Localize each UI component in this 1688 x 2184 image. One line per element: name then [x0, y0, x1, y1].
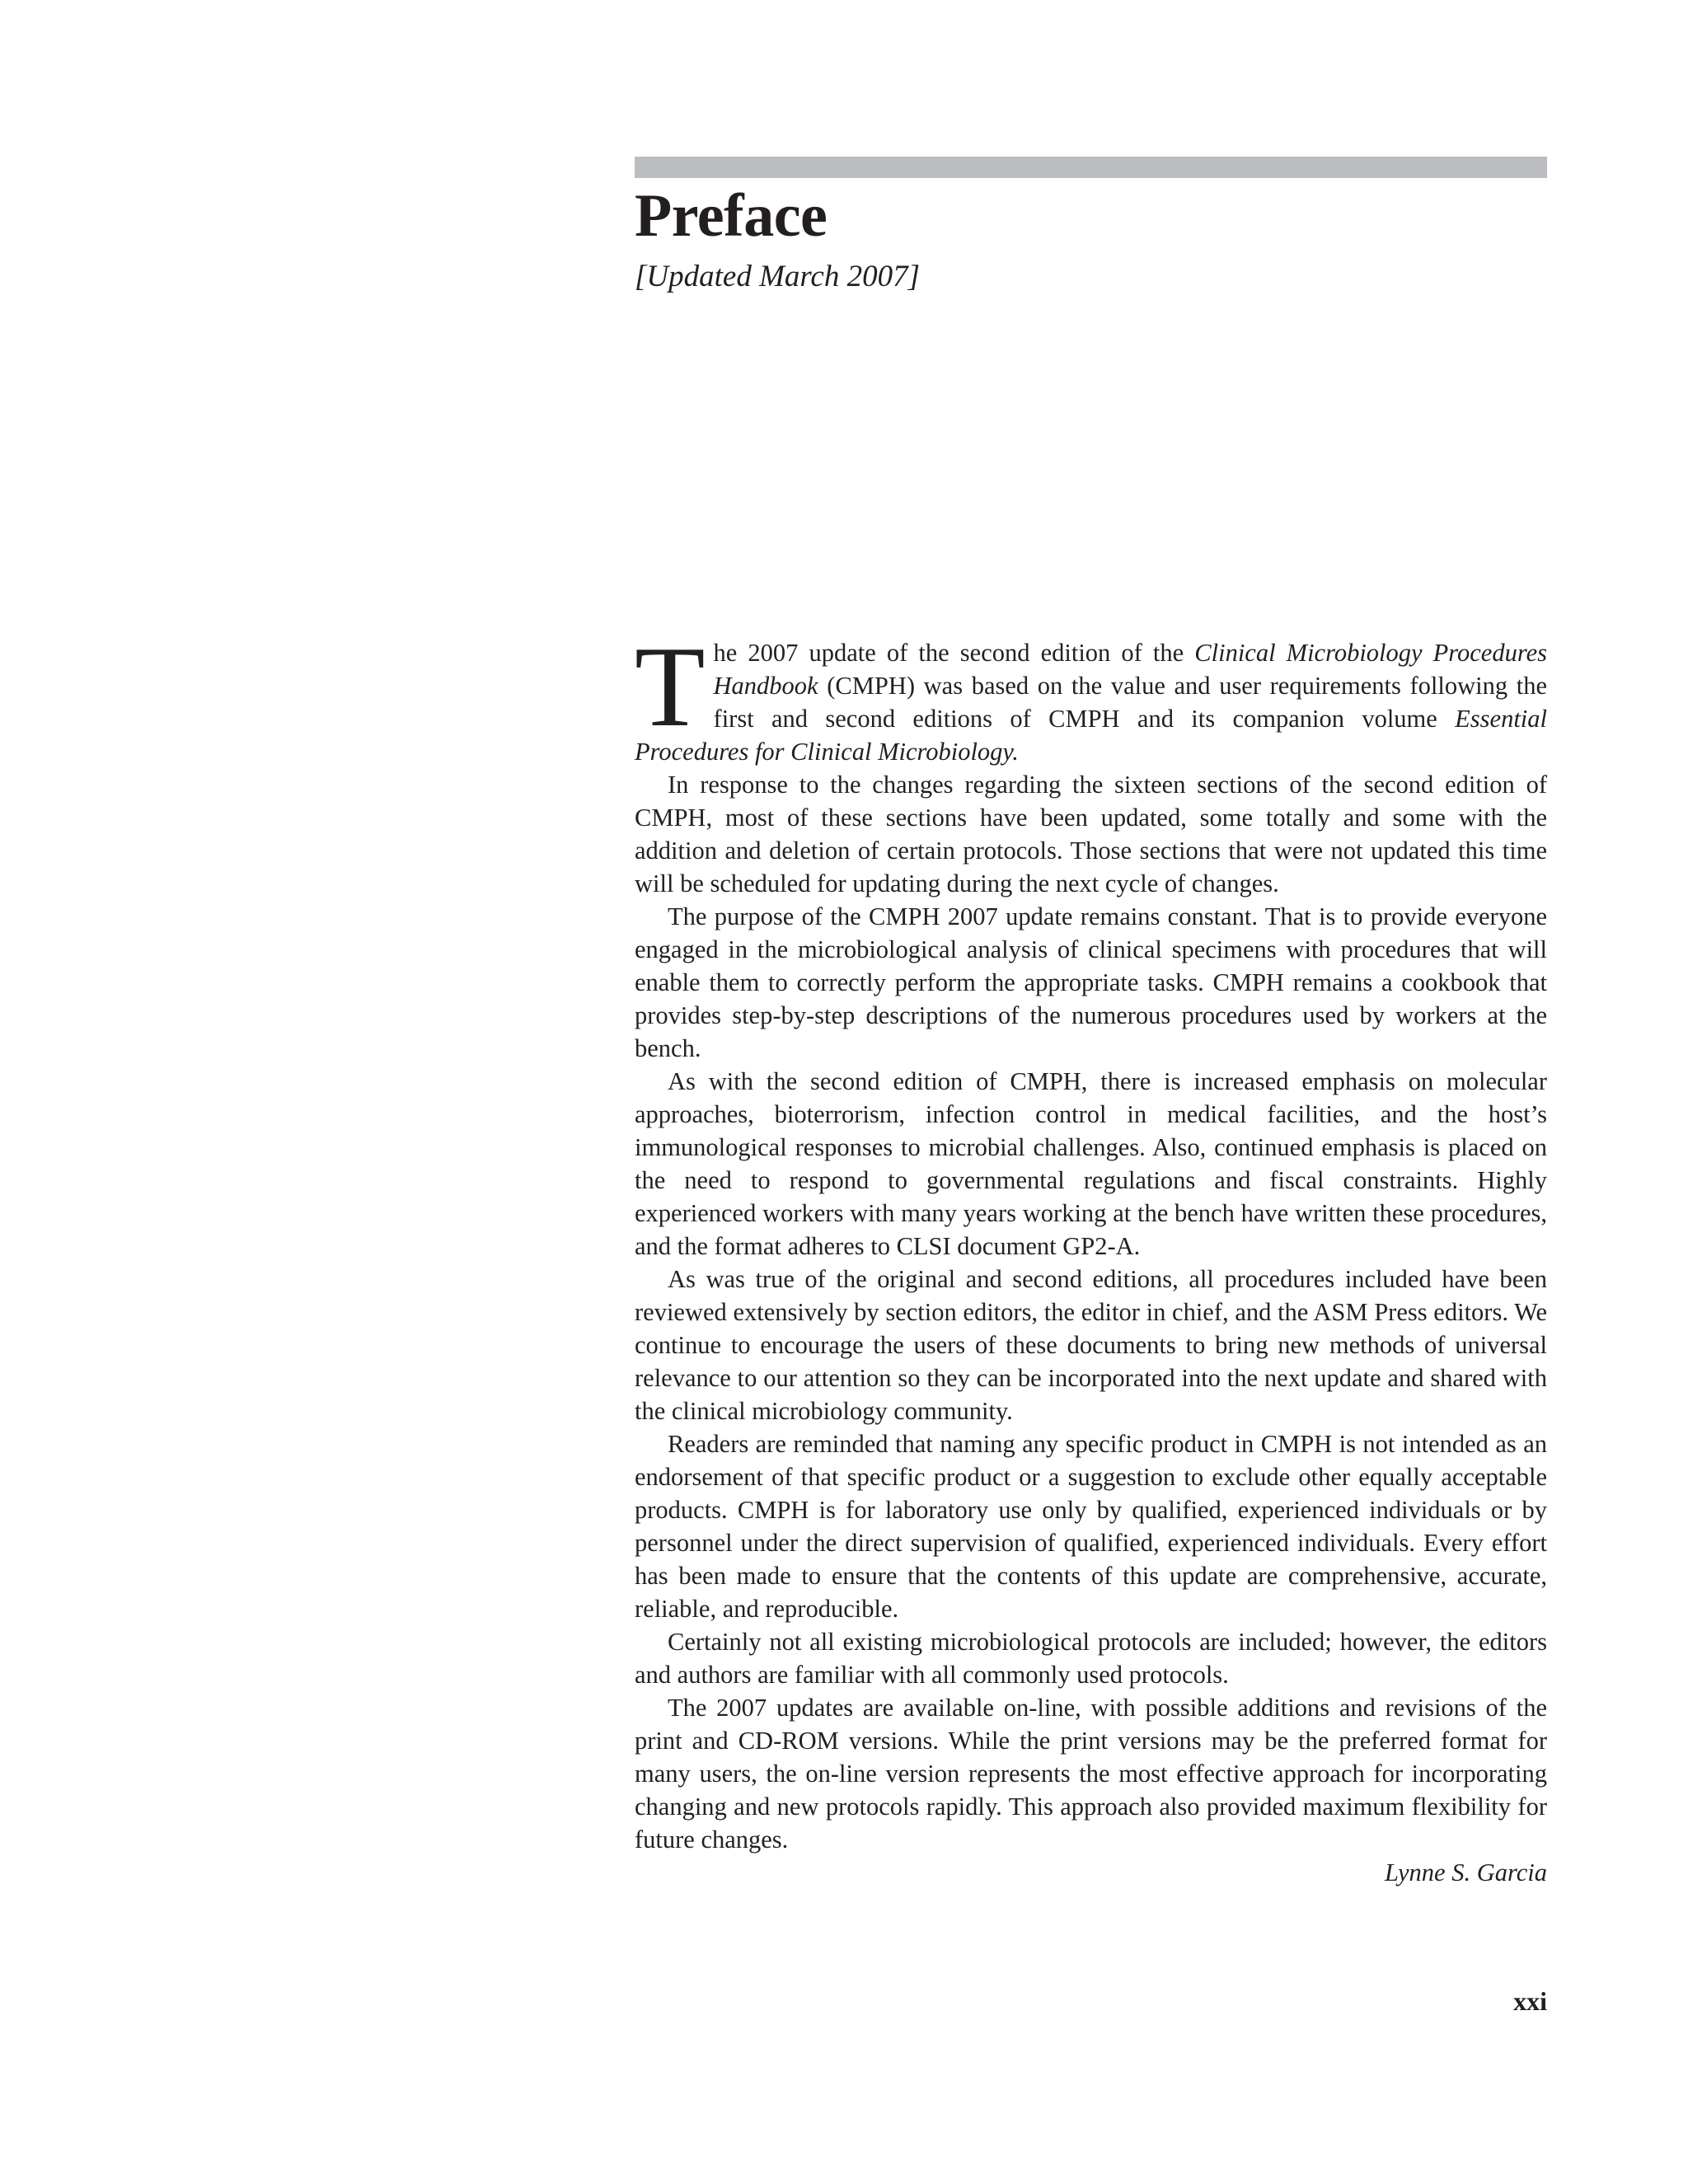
paragraph-1-text-a: he 2007 update of the second edition of the — [713, 639, 1195, 667]
book-title-essential-procedures: Essential Procedures for Clinical Microbiology. — [635, 705, 1547, 766]
header-rule-bar — [635, 157, 1547, 178]
paragraph-6: Readers are reminded that naming any specific product in CMPH is not intended as an endorsement of that specific product or a suggestion to exclude other equally acceptable products. CMPH is for laboratory use only by qualified, experienced individuals or by personnel under the direct supervision of qualified, experienced individuals. Every effort has been made to ensure that the contents of this update are comprehensive, accurate, reliable, and reproducible. — [635, 1430, 1547, 1623]
paragraph-4: As with the second edition of CMPH, there is increased emphasis on molecular approaches, bioterrorism, infection control in medical facilities, and the host’s immunological responses to microbial challenges. Also, continued emphasis is placed on the need to respond to governmental regulations and fiscal constraints. Highly experienced workers with many years working at the bench have written these procedures, and the format adheres to CLSI document GP2-A. — [635, 1067, 1547, 1260]
drop-cap: T — [635, 623, 706, 751]
paragraph-8: The 2007 updates are available on-line, with possible additions and revisions of the print and CD-ROM versions. While the print versions may be the preferred format for many users, the on-line version represents the most effective approach for incorporating changing and new protocols rapidly. This approach also provided maximum flexibility for future changes. — [635, 1694, 1547, 1854]
paragraph-7: Certainly not all existing microbiological protocols are included; however, the editors and authors are familiar with all commonly used protocols. — [635, 1628, 1547, 1689]
page-subtitle: [Updated March 2007] — [635, 260, 920, 293]
paragraph-1-text-b: (CMPH) was based on the value and user requirements following the first and second editions of CMPH and its companion volume — [713, 672, 1547, 733]
paragraph-5: As was true of the original and second editions, all procedures included have been reviewed extensively by section editors, the editor in chief, and the ASM Press editors. We continue to encourage the users of these documents to bring new methods of universal relevance to our attention so they can be incorporated into the next update and shared with the clinical microbiology community. — [635, 1265, 1547, 1425]
book-title-cmph: Clinical Microbiology Procedures Handbook — [713, 639, 1547, 700]
author-signature: Lynne S. Garcia — [1384, 1858, 1547, 1886]
page-title: Preface — [635, 182, 828, 250]
paragraph-3: The purpose of the CMPH 2007 update remains constant. That is to provide everyone engaged in the microbiological analysis of clinical specimens with procedures that will enable them to correctly perform the appropriate tasks. CMPH remains a cookbook that provides step-by-step descriptions of the numerous procedures used by workers at the bench. — [635, 902, 1547, 1062]
paragraph-1 — [635, 623, 1547, 768]
page-number: xxi — [1513, 1986, 1547, 2016]
preface-body — [635, 623, 1547, 1889]
paragraph-2: In response to the changes regarding the sixteen sections of the second edition of CMPH, most of these sections have been updated, some totally and some with the addition and deletion of certain protocols. Those sections that were not updated this time will be scheduled for updating during the next cycle of changes. — [635, 771, 1547, 898]
